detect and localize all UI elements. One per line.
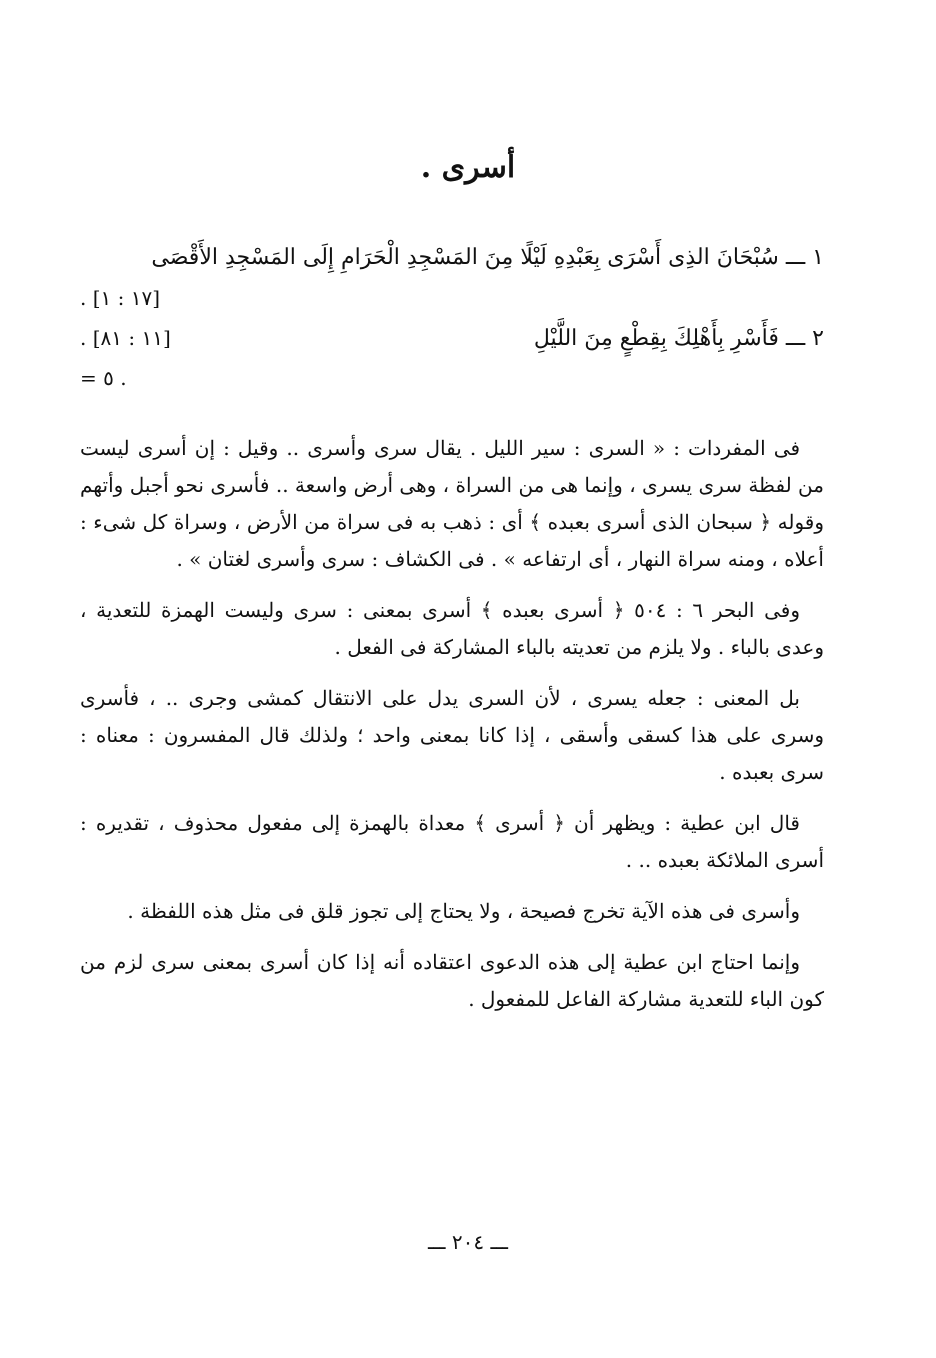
paragraph: وفى البحر ٦ : ٥٠٤ ﴿ أسرى بعبده ﴾ أسرى بمعنى : سرى وليست الهمزة للتعدية ، وعدى بالباء . ولا يلزم من تعديته بالباء المشاركة فى الفعل .: [80, 598, 824, 659]
verse-line: [80, 358, 824, 398]
paragraph: بل المعنى : جعله يسرى ، لأن السرى يدل على الانتقال كمشى وجرى .. ، فأسرى وسرى على هذا كسقى وأسقى ، إذا كانا بمعنى واحد ؛ ولذلك قال المفسرون : معناه : سرى بعبده .: [80, 686, 824, 784]
page-title: أسرى .: [420, 150, 516, 185]
verse-line: [80, 318, 824, 358]
verse-list: [80, 238, 824, 398]
paragraph: وأسرى فى هذه الآية تخرج فصيحة ، ولا يحتاج إلى تجوز قلق فى مثل هذه اللفظة .: [127, 899, 800, 923]
verse-line: [80, 238, 824, 278]
verse-text: ٢ ـــ فَأَسْرِ بِأَهْلِكَ بِقِطْعٍ مِنَ اللَّيْلِ: [533, 326, 824, 351]
paragraph: فى المفردات : « السرى : سير الليل . يقال سرى وأسرى .. وقيل : إن أسرى ليست من لفظة سرى يسرى ، وإنما هى من السراة ، وهى أرض واسعة .. فأسرى نحو أجبل وأتهم وقوله ﴿ سبحان الذى أسرى بعبده ﴾ أى : ذهب به فى سراة من الأرض ، وسراة كل شىء : أعلاه ، ومنه سراة النهار ، أى ارتفاعه » . فى الكشاف : سرى وأسرى لغتان » .: [80, 436, 824, 571]
body-text: [80, 430, 824, 1032]
verse-text: ١ ـــ سُبْحَانَ الذِى أَسْرَى بِعَبْدِهِ لَيْلًا مِنَ المَسْجِدِ الْحَرَامِ إِلَى المَسْجِدِ الأَقْصَى: [151, 245, 824, 270]
paragraph: وإنما احتاج ابن عطية إلى هذه الدعوى اعتقاده أنه إذا كان أسرى بمعنى سرى لزم من كون الباء للتعدية مشاركة الفاعل للمفعول .: [80, 950, 824, 1011]
verse-reference: = ٥ .: [80, 366, 127, 390]
page-number: ـــ ٢٠٤ ـــ: [427, 1230, 509, 1254]
verse-reference: . [١١ : ٨١]: [80, 326, 171, 350]
paragraph: قال ابن عطية : ويظهر أن ﴿ أسرى ﴾ معداة بالهمزة إلى مفعول محذوف ، تقديره : أسرى الملائكة بعبده .. .: [80, 811, 824, 872]
verse-line: [80, 278, 824, 318]
verse-reference: . [١٧ : ١]: [80, 286, 161, 310]
